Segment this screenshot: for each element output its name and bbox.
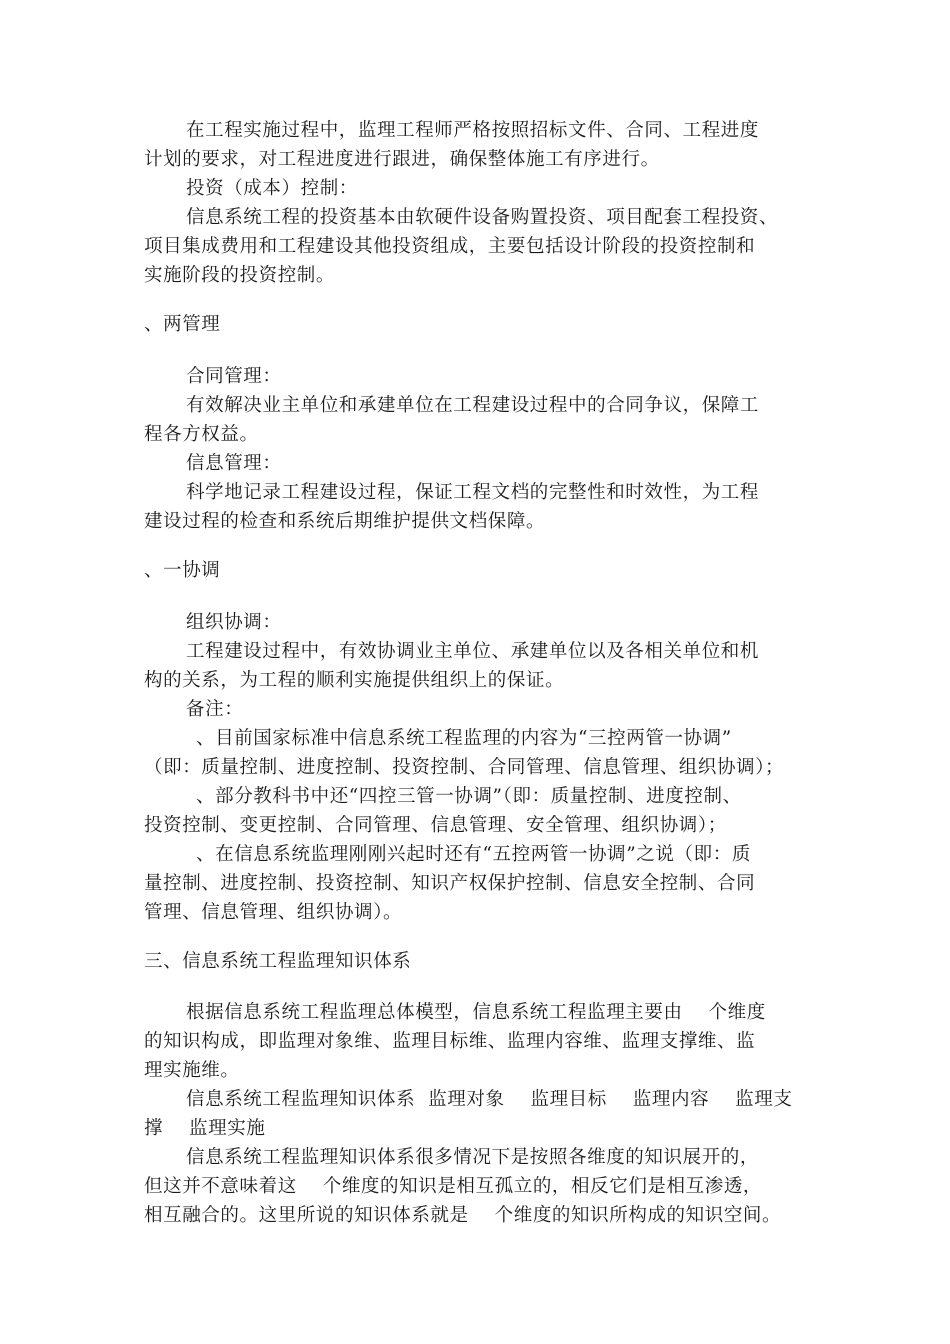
closing-line-2: 但这并不意味着这 个维度的知识是相互孤立的，相反它们是相互渗透， bbox=[144, 1176, 763, 1197]
note-2-line-1: 、部分教科书中还“四控三管一协调”（即：质量控制、进度控制、 bbox=[196, 786, 742, 807]
investment-body-line-1: 信息系统工程的投资基本由软硬件设备购置投资、项目配套工程投资、 bbox=[186, 207, 779, 228]
note-3-line-2: 量控制、进度控制、投资控制、知识产权保护控制、信息安全控制、合同 bbox=[144, 873, 756, 894]
closing-line-1: 信息系统工程监理知识体系很多情况下是按照各维度的知识展开的， bbox=[186, 1147, 760, 1168]
org-coord-heading: 组织协调： bbox=[186, 612, 282, 633]
section-3-body-line-1: 根据信息系统工程监理总体模型，信息系统工程监理主要由 个维度 bbox=[186, 1002, 766, 1023]
dimensions-list-line-1: 信息系统工程监理知识体系 监理对象 监理目标 监理内容 监理支 bbox=[186, 1089, 793, 1110]
note-2-line-2: 投资控制、变更控制、合同管理、信息管理、安全管理、组织协调）； bbox=[144, 815, 727, 836]
progress-intro-line-2: 计划的要求，对工程进度进行跟进，确保整体施工有序进行。 bbox=[144, 149, 660, 170]
contract-body-line-1: 有效解决业主单位和承建单位在工程建设过程中的合同争议，保障工 bbox=[186, 395, 760, 416]
section-3-body-line-2: 的知识构成，即监理对象维、监理目标维、监理内容维、监理支撑维、监 bbox=[144, 1031, 756, 1052]
note-3-line-3: 管理、信息管理、组织协调）。 bbox=[144, 902, 403, 923]
two-management-heading: 、两管理 bbox=[144, 314, 221, 335]
investment-body-line-2: 项目集成费用和工程建设其他投资组成，主要包括设计阶段的投资控制和 bbox=[144, 236, 756, 257]
org-coord-body-line-1: 工程建设过程中，有效协调业主单位、承建单位以及各相关单位和机 bbox=[186, 641, 760, 662]
one-coord-heading: 、一协调 bbox=[144, 560, 221, 581]
note-3-line-1: 、在信息系统监理刚刚兴起时还有“五控两管一协调”之说（即：质 bbox=[196, 844, 751, 865]
investment-body-line-3: 实施阶段的投资控制。 bbox=[144, 265, 336, 286]
contract-heading: 合同管理： bbox=[186, 366, 282, 387]
closing-line-3: 相互融合的。这里所说的知识体系就是 个维度的知识所构成的知识空间。 bbox=[144, 1205, 782, 1226]
info-mgmt-body-line-1: 科学地记录工程建设过程，保证工程文档的完整性和时效性，为工程 bbox=[186, 482, 760, 503]
org-coord-body-line-2: 构的关系，为工程的顺利实施提供组织上的保证。 bbox=[144, 670, 565, 691]
progress-intro-line-1: 在工程实施过程中，监理工程师严格按照招标文件、合同、工程进度 bbox=[186, 120, 760, 141]
note-heading: 备注： bbox=[186, 699, 244, 720]
dimensions-list-line-2: 撑 监理实施 bbox=[144, 1118, 266, 1139]
info-mgmt-heading: 信息管理： bbox=[186, 453, 282, 474]
info-mgmt-body-line-2: 建设过程的检查和系统后期维护提供文档保障。 bbox=[144, 511, 546, 532]
contract-body-line-2: 程各方权益。 bbox=[144, 424, 259, 445]
note-1-line-2: （即：质量控制、进度控制、投资控制、合同管理、信息管理、组织协调）； bbox=[144, 757, 785, 778]
section-3-heading: 三、信息系统工程监理知识体系 bbox=[144, 951, 412, 972]
note-1-line-1: 、目前国家标准中信息系统工程监理的内容为“三控两管一协调” bbox=[196, 728, 732, 749]
investment-heading: 投资（成本）控制： bbox=[186, 178, 358, 199]
section-3-body-line-3: 理实施维。 bbox=[144, 1060, 240, 1081]
